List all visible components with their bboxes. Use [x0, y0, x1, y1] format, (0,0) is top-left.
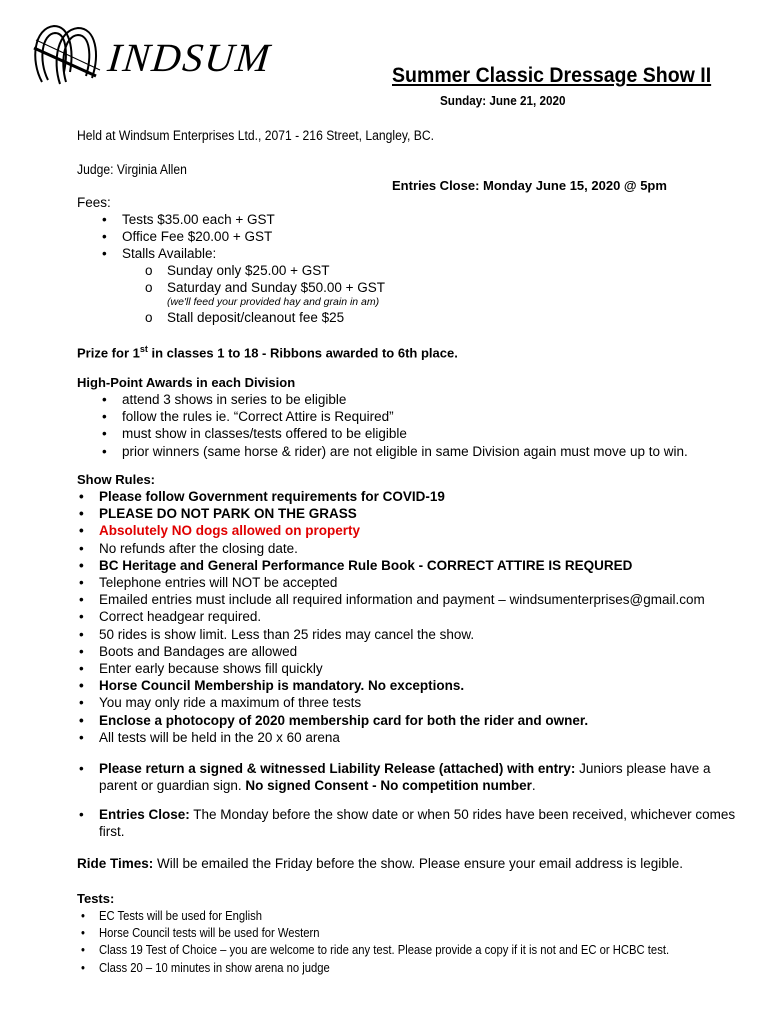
page-title: Summer Classic Dressage Show II	[392, 64, 712, 87]
fees-heading: Fees:	[77, 195, 111, 210]
list-item: • All tests will be held in the 20 x 60 arena	[79, 729, 340, 745]
list-item: • Horse Council tests will be used for Western	[81, 926, 320, 941]
list-item: • You may only ride a maximum of three tests	[79, 695, 362, 711]
list-item: • Horse Council Membership is mandatory. No exceptions.	[79, 678, 465, 694]
list-item: • Please return a signed & witnessed Liability Release (attached) with entry: Juniors please have a parent or guardian sign. No signed Consent - No competition number.	[79, 761, 711, 794]
list-item: • follow the rules ie. “Correct Attire is Required”	[102, 409, 394, 425]
show-date: Sunday: June 21, 2020	[440, 93, 566, 108]
list-item: • Tests $35.00 each + GST	[102, 212, 275, 227]
windsum-logo	[30, 20, 300, 92]
list-item: • prior winners (same horse & rider) are not eligible in same Division again must move up to win.	[102, 443, 688, 459]
judge-text: Judge: Virginia Allen	[77, 162, 187, 177]
list-item: • BC Heritage and General Performance Rule Book - CORRECT ATTIRE IS REQURED	[79, 557, 633, 573]
list-item: • attend 3 shows in series to be eligible	[102, 392, 347, 407]
prize-text: Prize for 1st in classes 1 to 18 - Ribbons awarded to 6th place.	[77, 344, 458, 361]
logo-text: INDSUM	[105, 35, 274, 80]
list-item: • PLEASE DO NOT PARK ON THE GRASS	[79, 506, 357, 522]
list-item: • No refunds after the closing date.	[79, 540, 298, 556]
list-item: o Stall deposit/cleanout fee $25	[145, 310, 345, 325]
show-rules-heading: Show Rules:	[77, 472, 156, 487]
list-item: • Stalls Available:	[102, 246, 217, 262]
stall-deposit-list	[145, 309, 345, 326]
list-item: • Enclose a photocopy of 2020 membership card for both the rider and owner.	[79, 712, 589, 728]
list-item: • Boots and Bandages are allowed	[79, 643, 298, 659]
high-point-heading: High-Point Awards in each Division	[77, 375, 296, 390]
list-item: • Entries Close: The Monday before the show date or when 50 rides have been received, whichever comes first.	[79, 807, 736, 840]
show-rules-list	[79, 488, 739, 746]
list-item: • EC Tests will be used for English	[81, 909, 262, 923]
list-item: • Please follow Government requirements for COVID-19	[79, 489, 445, 504]
list-item: • Emailed entries must include all required information and payment – windsumenterprises@gmail.com	[79, 592, 705, 608]
tests-list	[81, 908, 729, 977]
entries-close-list	[79, 806, 739, 840]
stalls-list	[145, 262, 386, 296]
list-item: • Telephone entries will NOT be accepted	[79, 575, 338, 591]
list-item: • Office Fee $20.00 + GST	[102, 229, 273, 245]
list-item: • Class 20 – 10 minutes in show arena no judge	[81, 960, 330, 975]
list-item: • 50 rides is show limit. Less than 25 rides may cancel the show.	[79, 626, 475, 642]
list-item: • Enter early because shows fill quickly	[79, 661, 323, 677]
list-item: • Absolutely NO dogs allowed on property	[79, 523, 361, 539]
high-point-list	[102, 391, 688, 460]
stall-note: (we'll feed your provided hay and grain in am)	[167, 296, 380, 308]
list-item: • Class 19 Test of Choice – you are welcome to ride any test. Please provide a copy if it is not and EC or HCBC test.	[81, 943, 670, 958]
tests-heading: Tests:	[77, 891, 115, 906]
liability-list	[79, 760, 739, 794]
ride-times-text: Ride Times: Will be emailed the Friday before the show. Please ensure your email address is legible.	[77, 856, 684, 871]
venue-text: Held at Windsum Enterprises Ltd., 2071 - 216 Street, Langley, BC.	[77, 128, 435, 143]
list-item: • Correct headgear required.	[79, 609, 262, 625]
horseshoe-logo-icon	[30, 20, 120, 92]
list-item: • must show in classes/tests offered to be eligible	[102, 426, 407, 442]
fees-list	[102, 211, 275, 263]
list-item: o Saturday and Sunday $50.00 + GST	[145, 280, 386, 296]
entries-close-date: Entries Close: Monday June 15, 2020 @ 5pm	[392, 178, 667, 193]
list-item: o Sunday only $25.00 + GST	[145, 263, 330, 278]
